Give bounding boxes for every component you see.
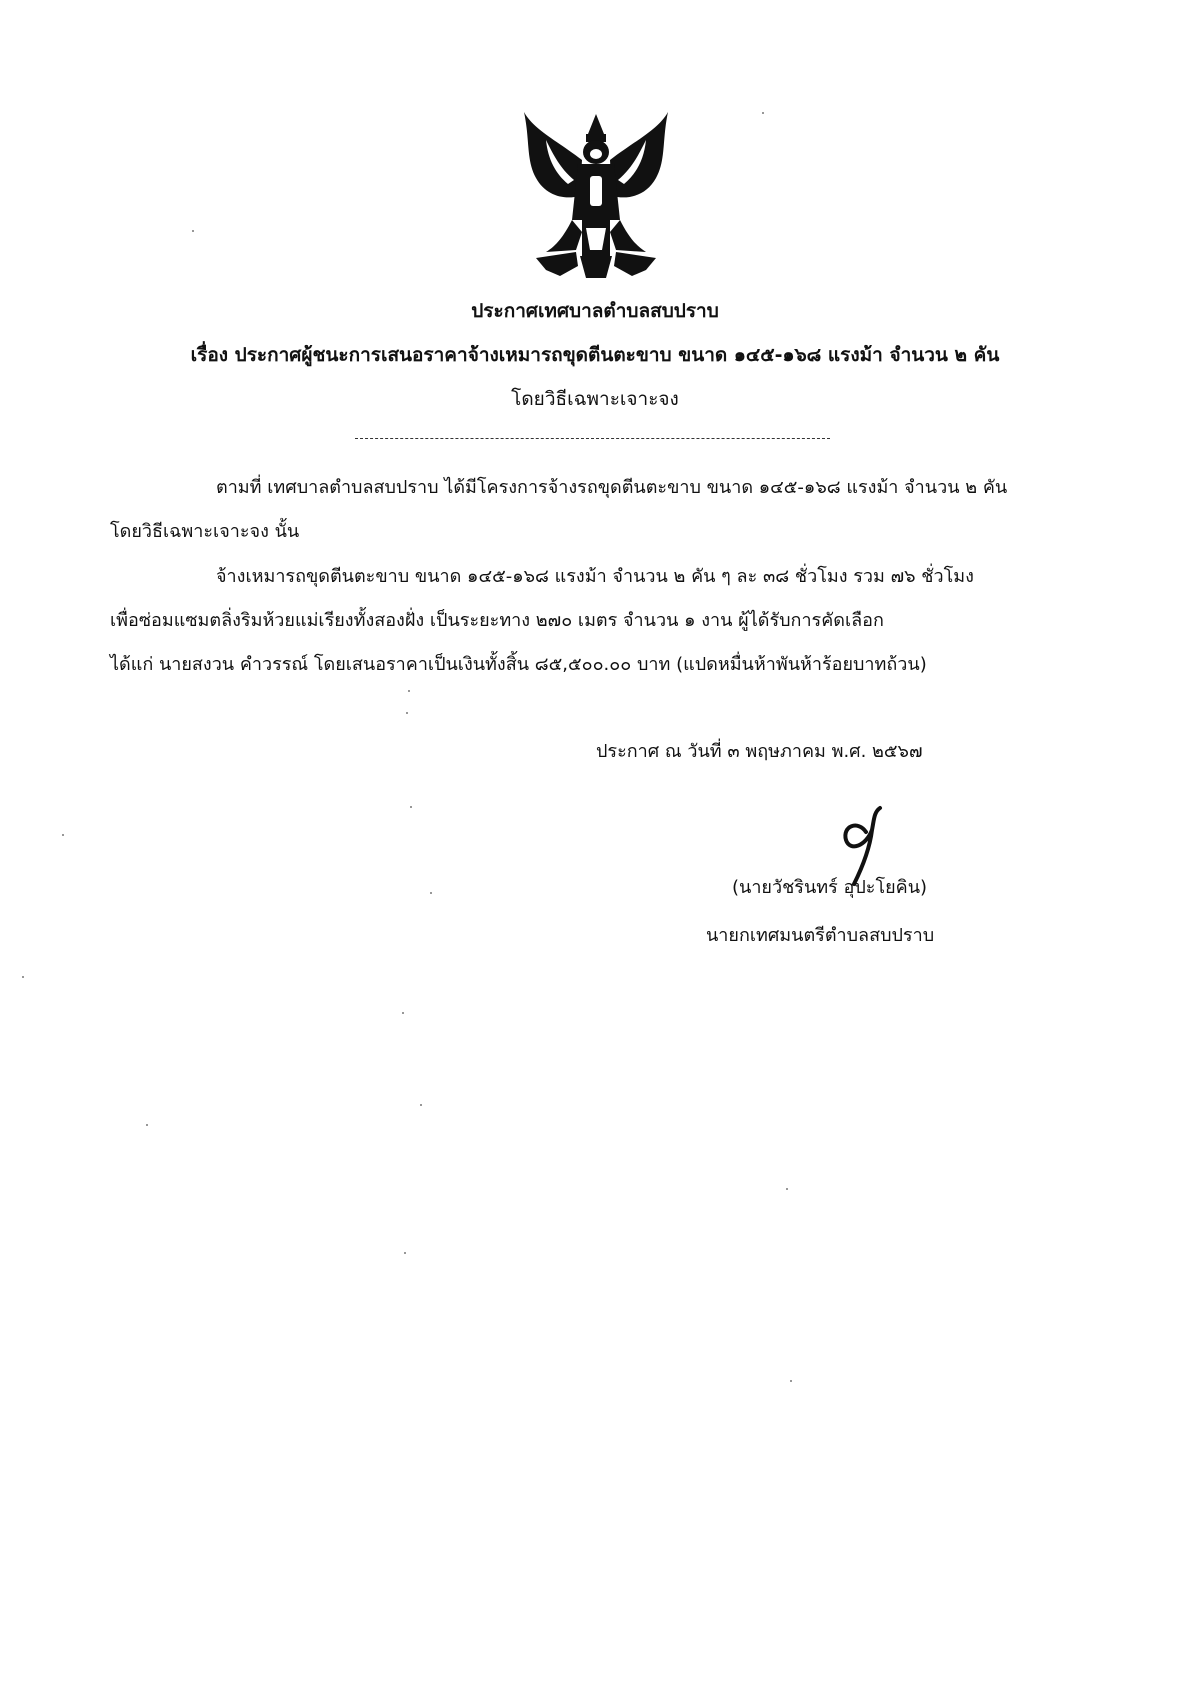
method-line: โดยวิธีเฉพาะเจาะจง [511,388,679,410]
paragraph-1-line-2: โดยวิธีเฉพาะเจาะจง นั้น [110,521,300,542]
scan-speck [410,806,412,808]
subject-line: เรื่อง ประกาศผู้ชนะการเสนอราคาจ้างเหมารถขุดตีนตะขาบ ขนาด ๑๔๕-๑๖๘ แรงม้า จำนวน ๒ คัน [190,344,1000,366]
scan-speck [762,112,764,114]
paragraph-1-line-1: ตามที่ เทศบาลตำบลสบปราบ ได้มีโครงการจ้างรถขุดตีนตะขาบ ขนาด ๑๔๕-๑๖๘ แรงม้า จำนวน ๒ คัน [216,477,1008,498]
divider-rule [355,438,830,439]
paragraph-2-line-1: จ้างเหมารถขุดตีนตะขาบ ขนาด ๑๔๕-๑๖๘ แรงม้า จำนวน ๒ คัน ๆ ละ ๓๘ ชั่วโมง รวม ๗๖ ชั่วโมง [216,566,974,587]
paragraph-2-line-3: ได้แก่ นายสงวน คำวรรณ์ โดยเสนอราคาเป็นเงินทั้งสิ้น ๘๕,๕๐๐.๐๐ บาท (แปดหมื่นห้าพันห้าร้อยบาทถ้วน) [110,654,927,675]
scan-speck [404,1252,406,1254]
scan-speck [420,1104,422,1106]
scan-speck [22,976,24,978]
garuda-emblem-icon [516,100,676,282]
scan-speck [786,1188,788,1190]
scan-speck [146,1124,148,1126]
scan-speck [402,1012,404,1014]
paragraph-2-line-2: เพื่อซ่อมแซมตลิ่งริมห้วยแม่เรียงทั้งสองฝั่ง เป็นระยะทาง ๒๗๐ เมตร จำนวน ๑ งาน ผู้ได้รับการคัดเลือก [110,610,884,631]
scan-speck [406,712,408,714]
scan-speck [408,690,410,692]
scan-speck [790,1380,792,1382]
scan-speck [430,892,432,894]
signer-position: นายกเทศมนตรีตำบลสบปราบ [706,925,935,946]
scan-speck [62,834,64,836]
signer-name: (นายวัชรินทร์ อุปะโยคิน) [732,877,928,898]
announcement-date: ประกาศ ณ วันที่ ๓ พฤษภาคม พ.ศ. ๒๕๖๗ [596,741,923,762]
scan-speck [192,230,194,232]
document-title: ประกาศเทศบาลตำบลสบปราบ [471,300,719,322]
